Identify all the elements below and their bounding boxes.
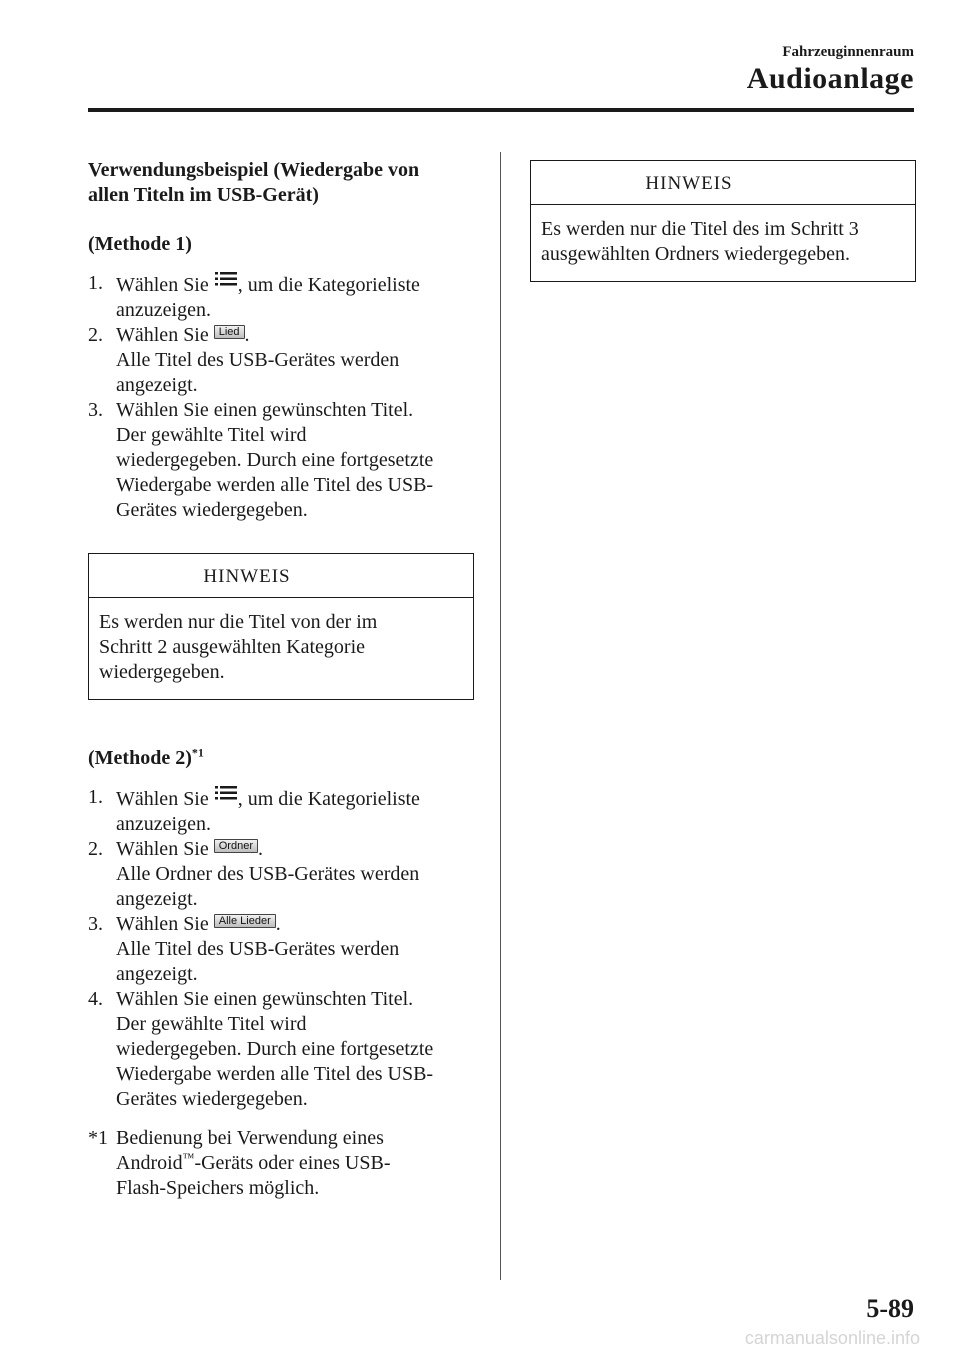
footnote: *1 Bedienung bei Verwendung eines Android™-Geräts oder eines USB- Flash-Speichers möglich. (88, 1127, 391, 1199)
method2-step-4: 4. Wählen Sie einen gewünschten Titel. Der gewählte Titel wird wiedergegeben. Durch eine fortgesetzte Wiedergabe werden alle Titel des USB- Gerätes wiedergegeben. (88, 988, 434, 1110)
left-column (88, 158, 474, 1201)
note-box-2 (530, 160, 916, 282)
watermark: carmanualsonline.info (744, 1328, 920, 1348)
header-section-label: Fahrzeuginnenraum (782, 44, 914, 60)
method1-step-1: 1. Wählen Sie , um die Kategorieliste anzuzeigen. (88, 272, 420, 321)
note-box-1 (88, 553, 474, 700)
method1-steps (88, 271, 474, 523)
alle-lieder-button: Alle Lieder (214, 914, 276, 928)
note-heading: HINWEIS (531, 161, 915, 205)
method1-title: (Methode 1) (88, 233, 192, 255)
note-body: Es werden nur die Titel des im Schritt 3 ausgewählten Ordners wiedergegeben. (541, 218, 859, 265)
list-icon (215, 271, 237, 287)
example-heading-line2: allen Titeln im USB-Gerät) (88, 184, 319, 206)
lied-button: Lied (214, 325, 245, 339)
page-number: 5-89 (866, 1294, 914, 1323)
ordner-button: Ordner (214, 839, 258, 853)
method2-title: (Methode 2)$^{*1}$ (88, 745, 204, 769)
column-divider (500, 152, 501, 1280)
method2-steps (88, 785, 474, 1112)
method2-step-1: 1. Wählen Sie , um die Kategorieliste anzuzeigen. (88, 786, 420, 835)
method2-step-2: 2. Wählen Sie Ordner . Alle Ordner des USB-Gerätes werden angezeigt. (88, 838, 420, 910)
header-rule (88, 108, 914, 112)
example-heading-line1: Verwendungsbeispiel (Wiedergabe von (88, 159, 420, 181)
right-column (530, 160, 916, 282)
note-body: Es werden nur die Titel von der im Schritt 2 ausgewählten Kategorie wiedergegeben. (99, 611, 378, 683)
footnote-ref: *1 (191, 745, 204, 760)
note-heading: HINWEIS (89, 554, 473, 598)
method1-step-3: 3. Wählen Sie einen gewünschten Titel. Der gewählte Titel wird wiedergegeben. Durch eine fortgesetzte Wiedergabe werden alle Titel des USB- Gerätes wiedergegeben. (88, 399, 434, 521)
method1-step-2: 2. Wählen Sie Lied . Alle Titel des USB-Gerätes werden angezeigt. (88, 324, 400, 396)
method2-step-3: 3. Wählen Sie Alle Lieder . Alle Titel des USB-Gerätes werden angezeigt. (88, 913, 400, 985)
header-chapter-title: Audioanlage (746, 62, 914, 95)
list-icon (215, 785, 237, 801)
